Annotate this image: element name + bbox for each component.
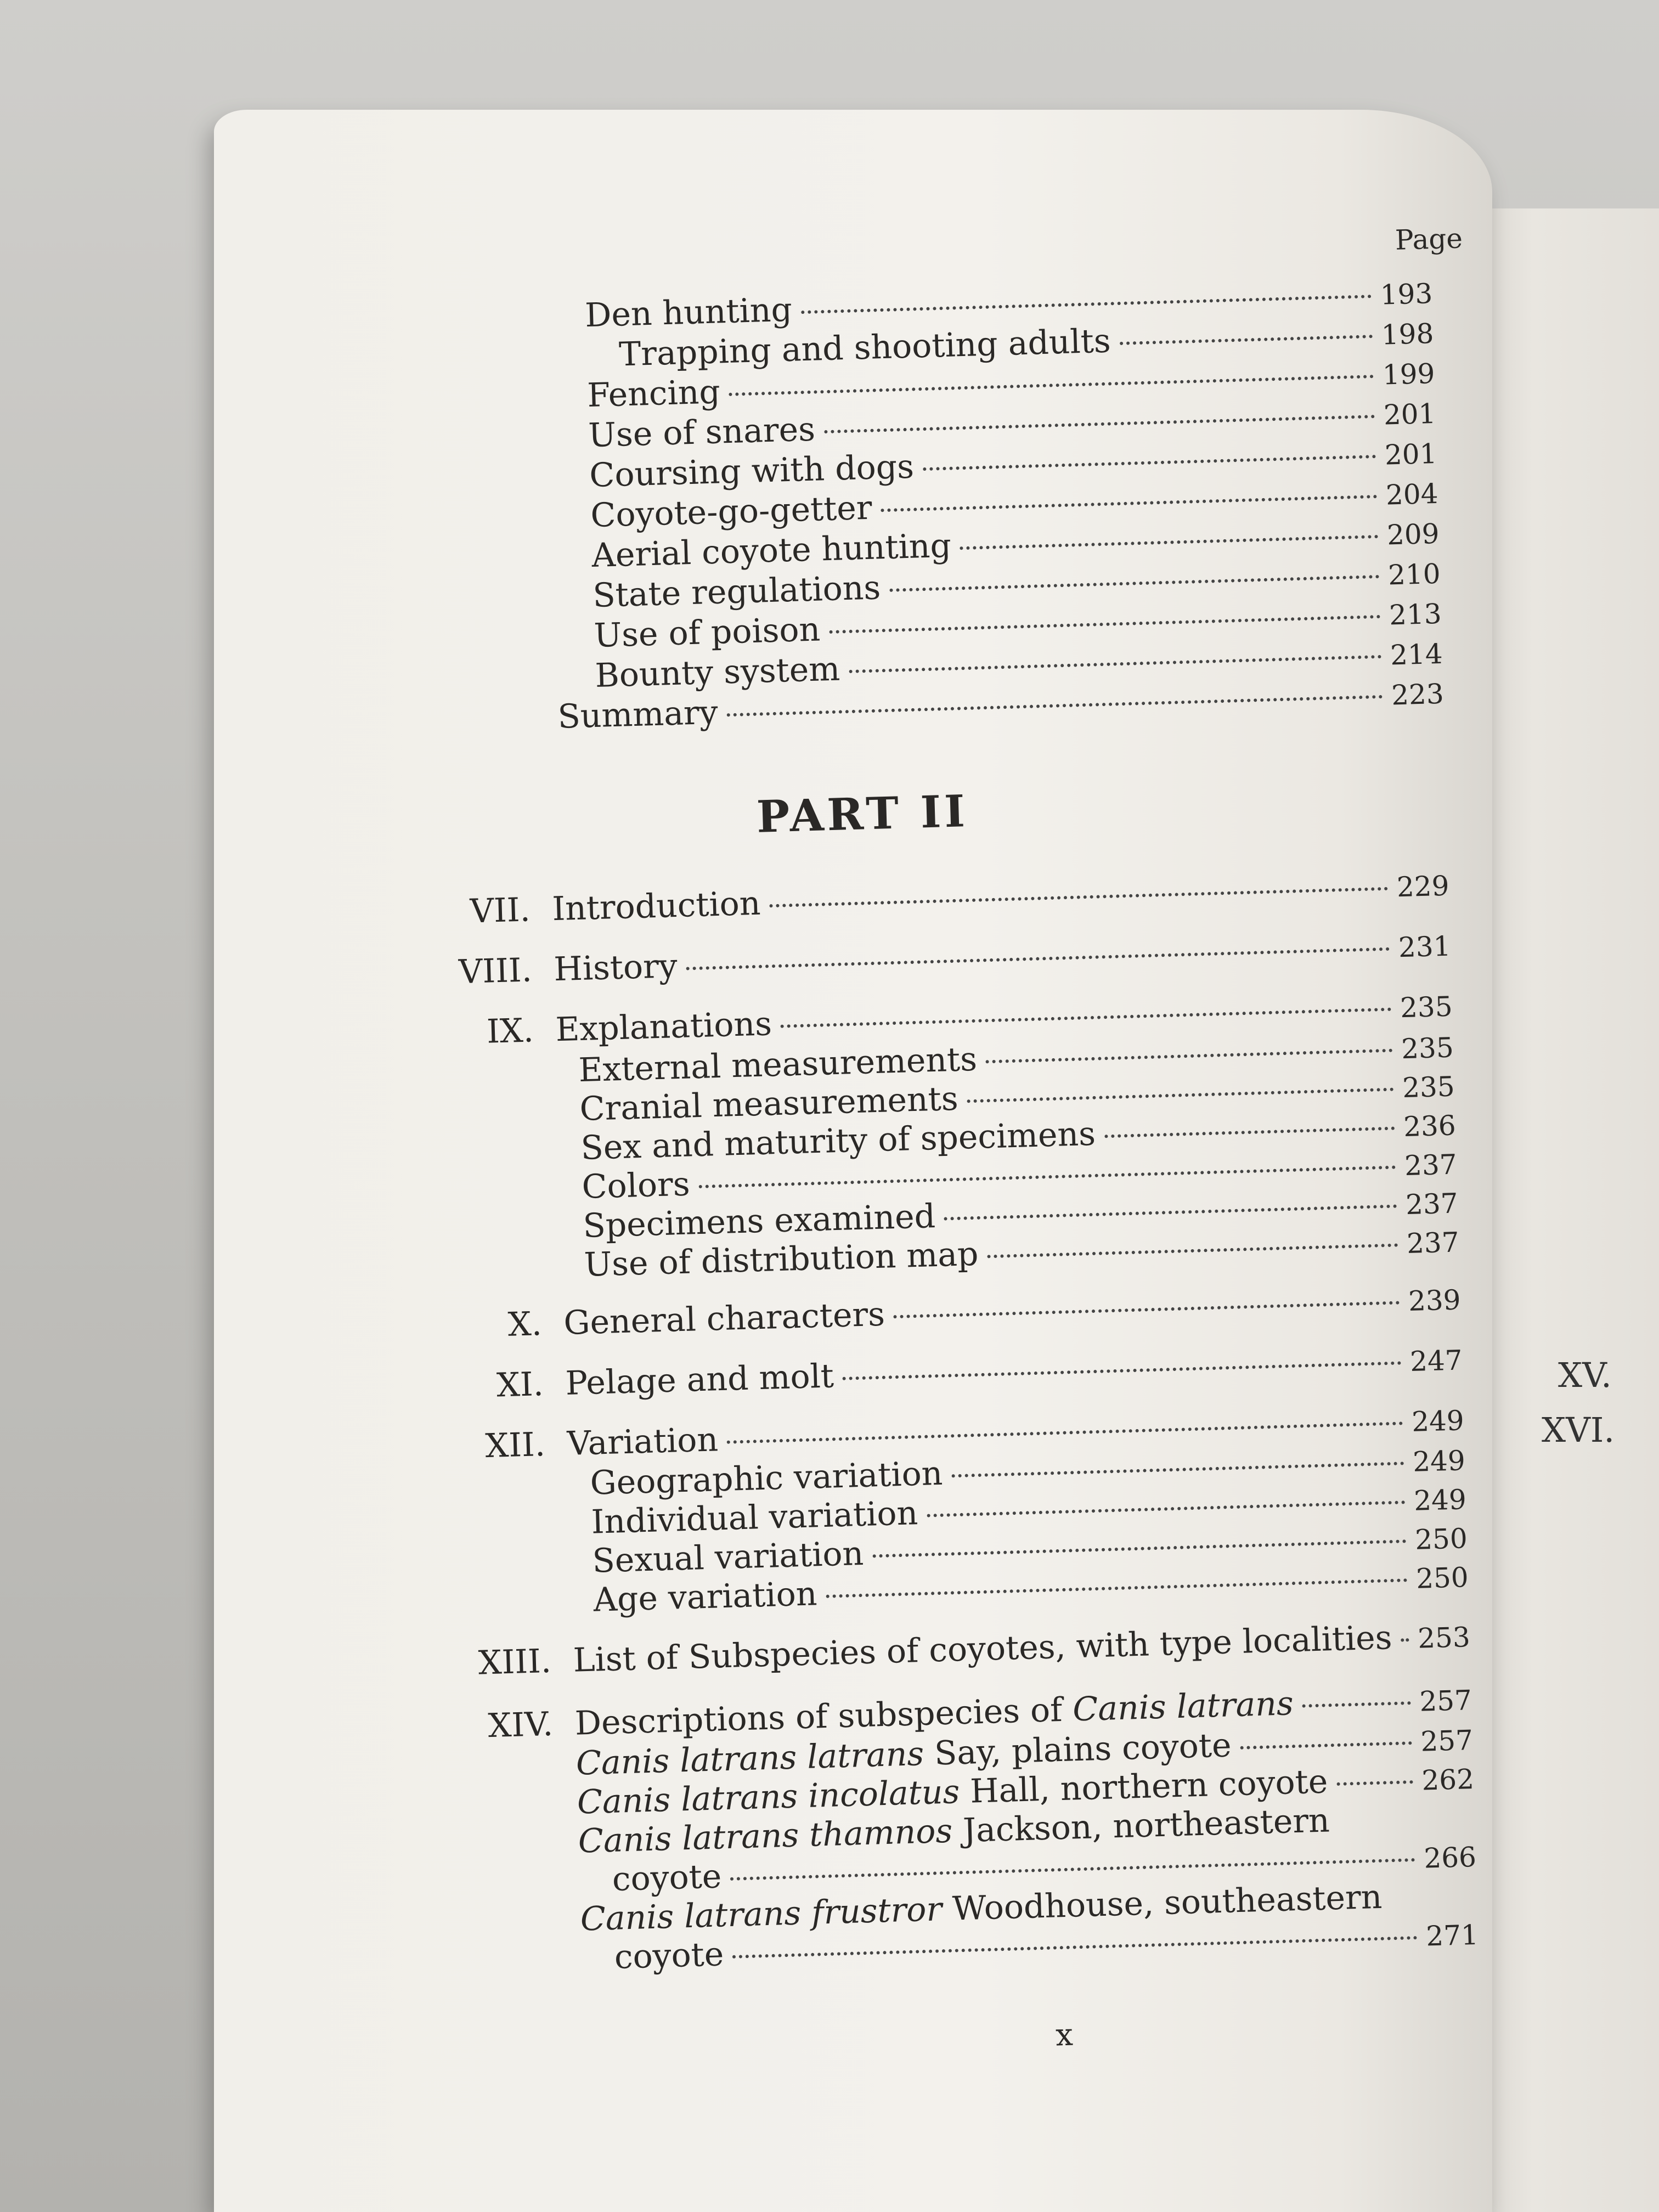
- chapter-entry: [447, 1617, 1471, 1683]
- page-number: 249: [1413, 1483, 1467, 1517]
- chapter-entry: [426, 866, 1450, 932]
- taxon-name: Canis latrans incolatus: [577, 1773, 961, 1822]
- dot-leader: [826, 1578, 1407, 1598]
- dot-leader: [781, 1008, 1391, 1028]
- dot-leader: [960, 535, 1378, 550]
- taxon-name: Canis latrans latrans: [575, 1735, 925, 1783]
- dot-leader: [927, 1500, 1405, 1517]
- entry-title: Aerial coyote hunting: [591, 526, 952, 575]
- entry-title: External measurements: [578, 1040, 978, 1090]
- chapter-numeral: XII.: [484, 1425, 546, 1466]
- dot-leader: [987, 1244, 1398, 1259]
- dot-leader: [872, 1539, 1406, 1558]
- dot-leader: [881, 495, 1377, 512]
- entry-title: Fencing: [586, 373, 721, 415]
- entry-title: Trapping and shooting adults: [618, 321, 1111, 374]
- entry-title: Sex and maturity of specimens: [580, 1114, 1096, 1168]
- page-number: 250: [1414, 1522, 1468, 1556]
- page-number: 235: [1400, 990, 1453, 1024]
- dot-leader: [1401, 1638, 1409, 1641]
- right-page-numeral: XVI.: [1542, 1410, 1615, 1450]
- taxon-name: Canis latrans thamnos: [578, 1812, 953, 1861]
- dot-leader: [843, 1361, 1401, 1380]
- dot-leader: [769, 887, 1388, 907]
- entry-title: Coursing with dogs: [589, 447, 915, 495]
- taxon-authority: Woodhouse, southeastern: [941, 1877, 1383, 1929]
- chapter-numeral: XIII.: [477, 1641, 552, 1683]
- dot-leader: [944, 1205, 1397, 1221]
- page-number: 253: [1417, 1621, 1471, 1655]
- page-number: 229: [1396, 870, 1450, 904]
- chapter-numeral: VIII.: [458, 951, 533, 992]
- part-title: PART II: [755, 785, 969, 843]
- page-number: 237: [1406, 1226, 1460, 1260]
- dot-leader: [967, 1088, 1393, 1103]
- chapter-entry: [439, 1340, 1463, 1406]
- entry-title: Bounty system: [594, 650, 841, 695]
- page-number: 235: [1401, 1031, 1454, 1065]
- page-column-header: Page: [1395, 222, 1463, 256]
- page-number: 257: [1419, 1684, 1472, 1718]
- page-number: 209: [1386, 517, 1440, 551]
- dot-leader: [1240, 1741, 1412, 1750]
- page-number: 199: [1382, 358, 1436, 391]
- chapter-entry: [437, 1279, 1462, 1346]
- page-number: 204: [1385, 477, 1439, 511]
- entry-title: Sexual variation: [591, 1534, 865, 1581]
- entry-title: Cranial measurements: [579, 1079, 959, 1129]
- table-of-contents: [192, 0, 1570, 2211]
- chapter-title: Pelage and molt: [565, 1357, 834, 1403]
- dot-leader: [894, 1301, 1400, 1318]
- dot-leader: [889, 575, 1379, 592]
- page-number: 237: [1405, 1187, 1459, 1221]
- entry-title: Den hunting: [584, 290, 793, 335]
- page-number: 214: [1390, 637, 1443, 672]
- chapter-title: List of Subspecies of coyotes, with type localities: [572, 1618, 1393, 1680]
- page-number: 210: [1387, 557, 1441, 591]
- entry-title: coyote: [613, 1935, 725, 1977]
- entry-title: Coyote-go-getter: [590, 488, 873, 535]
- chapter-numeral: XI.: [496, 1365, 544, 1405]
- chapter-title: History: [553, 946, 678, 989]
- chapter-title: Explanations: [555, 1005, 772, 1049]
- entry-title: Use of snares: [588, 410, 816, 455]
- page-number: 249: [1411, 1404, 1465, 1438]
- entry-title: coyote: [611, 1857, 723, 1899]
- page-number: 193: [1380, 278, 1434, 311]
- entry-title: Use of distribution map: [583, 1234, 979, 1284]
- page-number: 237: [1404, 1148, 1458, 1182]
- chapter-numeral: VII.: [469, 890, 531, 931]
- dot-leader: [730, 1858, 1415, 1881]
- entry-title: Geographic variation: [589, 1454, 944, 1503]
- dot-leader: [801, 295, 1372, 314]
- page-number: 266: [1423, 1841, 1477, 1875]
- dot-leader: [849, 655, 1381, 673]
- chapter-title: General characters: [563, 1295, 885, 1343]
- entry-title: Individual variation: [590, 1494, 919, 1542]
- entry-title: State regulations: [592, 568, 882, 616]
- chapter-numeral: X.: [507, 1305, 543, 1344]
- page-number: 201: [1383, 397, 1437, 431]
- entry-title: Colors: [581, 1165, 691, 1206]
- entry-title: Specimens examined: [582, 1197, 936, 1245]
- dot-leader: [727, 1421, 1403, 1443]
- page-number: 235: [1402, 1070, 1455, 1104]
- dot-leader: [1104, 1127, 1395, 1138]
- page-number: 236: [1403, 1109, 1457, 1143]
- entry-title: Summary: [557, 693, 719, 736]
- chapter-title-plain: Descriptions of subspecies of: [574, 1690, 1074, 1743]
- dot-leader: [1302, 1701, 1411, 1708]
- taxon-authority: Jackson, northeastern: [952, 1801, 1330, 1850]
- page-folio: x: [1055, 2017, 1074, 2053]
- dot-leader: [1120, 335, 1373, 345]
- page-number: 271: [1425, 1918, 1479, 1953]
- dot-leader: [727, 695, 1383, 716]
- taxon-authority: Hall, northern coyote: [959, 1762, 1329, 1812]
- chapter-numeral: XIV.: [487, 1705, 554, 1746]
- page-number: 201: [1384, 437, 1438, 471]
- page-number: 231: [1398, 930, 1452, 964]
- dot-leader: [1336, 1780, 1413, 1786]
- chapter-title: Introduction: [551, 884, 761, 929]
- dot-leader: [951, 1462, 1404, 1477]
- chapter-numeral: IX.: [486, 1011, 534, 1051]
- chapter-title-italic: Canis latrans: [1072, 1684, 1294, 1729]
- page-number: 249: [1412, 1444, 1466, 1478]
- dot-leader: [923, 455, 1376, 471]
- entry-title: Age variation: [592, 1575, 818, 1620]
- page-number: 239: [1408, 1284, 1462, 1318]
- dot-leader: [729, 375, 1374, 396]
- dot-leader: [824, 415, 1375, 433]
- dot-leader: [829, 615, 1380, 634]
- dot-leader: [699, 1166, 1396, 1188]
- page-number: 213: [1389, 597, 1442, 631]
- right-page-numeral: XV.: [1558, 1355, 1612, 1395]
- page-number: 250: [1415, 1561, 1469, 1595]
- chapter-entry: [427, 926, 1452, 992]
- dot-leader: [986, 1049, 1393, 1064]
- taxon-name: Canis latrans frustror: [579, 1890, 943, 1939]
- page-number: 257: [1420, 1724, 1474, 1758]
- chapter-title: Variation: [566, 1420, 719, 1463]
- page-number: 223: [1391, 678, 1444, 712]
- dot-leader: [732, 1936, 1417, 1959]
- page-number: 247: [1409, 1344, 1463, 1378]
- page-number: 198: [1381, 318, 1435, 351]
- dot-leader: [686, 947, 1390, 970]
- page-number: 262: [1421, 1763, 1475, 1797]
- taxon-authority: Say, plains coyote: [923, 1726, 1232, 1773]
- entry-title: Use of poison: [593, 610, 821, 655]
